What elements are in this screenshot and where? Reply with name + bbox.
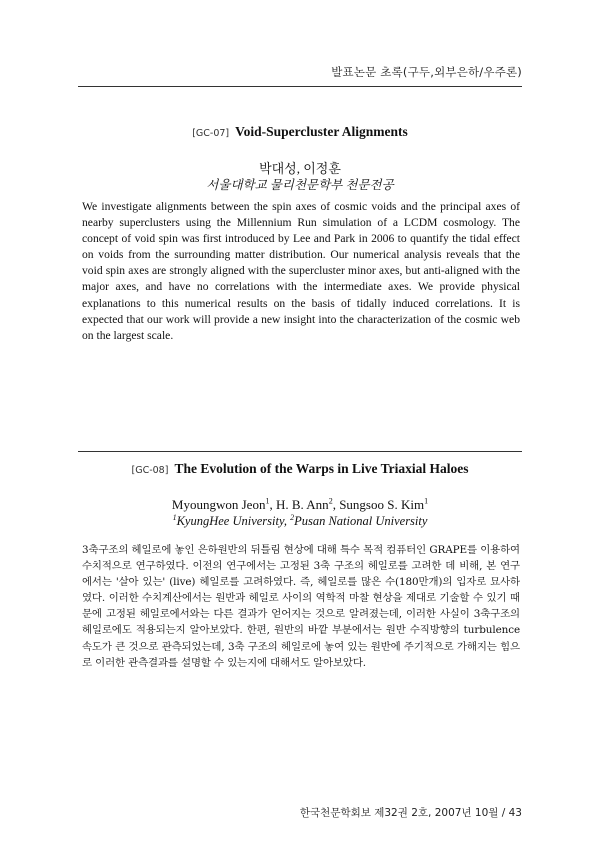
author-affil-mark: 2: [328, 496, 333, 506]
paper-gc07-affiliation: 서울대학교 물리천문학부 천문전공: [206, 178, 394, 192]
paper-gc08-affiliation: [0, 514, 600, 529]
author-affil-mark: 1: [424, 496, 429, 506]
paper-gc07-authors: 박대성, 이정훈: [259, 161, 341, 176]
affil-name: Pusan National University: [294, 514, 428, 528]
author-name: Myoungwon Jeon: [171, 497, 266, 512]
paper-gc08-authors: [0, 497, 600, 513]
paper-gc08-abstract: 3축구조의 헤일로에 놓인 은하원반의 뒤틀림 현상에 대해 특수 목적 컴퓨터인 GRAPE를 이용하여 수치적으로 연구하였다. 이전의 연구에서는 고정된 3축 구조의 헤일로를 고려한 데 비해, 본 연구에서는 '살아 있는' (live) 헤일로를 고려하였다. 즉, 헤일로를 많은 수(180만개)의 입자로 묘사하였다. 이러한 수치계산에서는 원반과 헤일로 사이의 역학적 마찰 현상을 제대로 기술할 수 있기 때문에 고정된 헤일로에서와는 다른 결과가 얻어지는 것으로 알려졌는데, 이러한 사실이 3축구조의 헤일로에도 적용되는지 알아보았다. 한편, 원반의 바깥 부분에서는 원반 수직방향의 turbulence 속도가 큰 것으로 관측되었는데, 3축 구조의 헤일로에 놓여 있는 원반에 주기적으로 가해지는 힘으로 이러한 관측결과를 설명할 수 있는지에 대해서도 알아보았다.: [82, 544, 520, 669]
header-rule: [78, 86, 522, 87]
paper-title-text: Void-Supercluster Alignments: [235, 124, 408, 139]
author-separator: ,: [332, 497, 340, 512]
author-separator: ,: [269, 497, 276, 512]
running-header: 발표논문 초록(구두,외부은하/우주론): [331, 65, 522, 79]
journal-footer: 한국천문학회보 제32권 2호, 2007년 10월 / 43: [299, 807, 522, 819]
paper-title-text: The Evolution of the Warps in Live Triaxial Haloes: [174, 461, 469, 476]
paper-code: [GC-07]: [192, 128, 230, 139]
author-name: H. B. Ann: [275, 497, 329, 512]
paper-gc07-abstract: We investigate alignments between the spin axes of cosmic voids and the principal axes of nearby superclusters using the Millennium Run simulation of a LCDM cosmology. The concept of void spin was first introduced by Lee and Park in 2006 to quantify the tidal effect on voids from the surrounding matter distribution. Our numerical analysis reveals that the void spin axes are strongly aligned with the supercluster minor axes, but anti-aligned with the major axes, and have no correlations with the intermediate axes. We provide physical explanations to this numerical results on the basis of tidally induced correlations. It is expected that our work will provide a new insight into the characterization of the cosmic web on the largest scale.: [82, 200, 520, 342]
paper-gc07-title: [0, 124, 600, 140]
affil-name: KyungHee University,: [176, 514, 291, 528]
author-name: Sungsoo S. Kim: [339, 497, 425, 512]
affil-mark: 2: [290, 512, 295, 522]
author-affil-mark: 1: [265, 496, 270, 506]
paper-gc08-title: [0, 461, 600, 477]
paper-code: [GC-08]: [131, 465, 169, 476]
section-rule: [78, 451, 522, 452]
affil-mark: 1: [172, 512, 177, 522]
